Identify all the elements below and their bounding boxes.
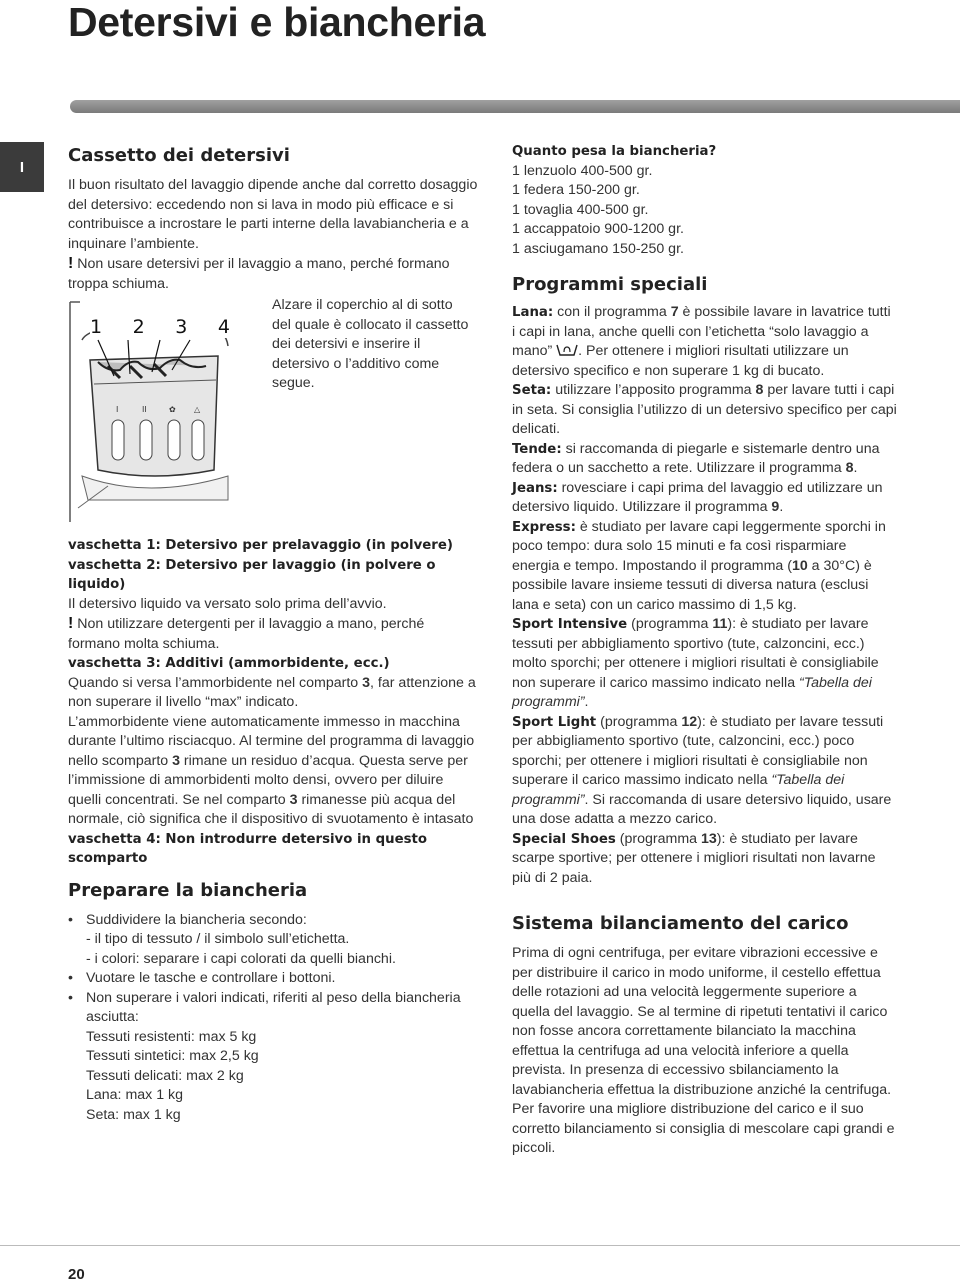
bilanciamento-text: Prima di ogni centrifuga, per evitare vibrazioni eccessive e per distribuire il carico in modo uniforme, il cestello effettua delle rotazioni ad una velocità leggermente superiore a quella del lavaggio. Se al termine di ripetuti tentativi il carico non fosse ancora correttamente bilanciato la macchina effettua la centrifuga ad una velocità inferiore a quella prevista. In presenza di eccessivo sbilanciamento la lavabiancheria effettua la distribuzione anziché la centrifuga. Per favorire una migliore distribuzione del carico e il suo corretto bilanciamento si consiglia di mescolare capi grandi e piccoli.	[512, 945, 895, 1156]
preparare-list-2	[68, 969, 478, 1028]
text-run: . Per ottenere i migliori risultati utilizzare un detersivo specifico e non superare 1 kg di bucato.	[512, 343, 849, 379]
list-item-text: Suddividere la biancheria secondo:	[86, 911, 307, 928]
svg-text:II: II	[142, 405, 147, 414]
figure-row	[68, 297, 478, 522]
text-run: rimanesse più acqua del normale, ciò significa che il dispositivo di svuotamento è intasato	[68, 791, 474, 827]
right-column	[512, 142, 897, 1159]
limit-item: Seta: max 1 kg	[86, 1106, 181, 1123]
list-item-text: Vuotare le tasche e controllare i bottoni.	[86, 970, 336, 986]
table-reference: “Tabella dei programmi”	[512, 674, 872, 710]
preparare-list	[68, 911, 478, 931]
peso-item: 1 accappatoio 900-1200 gr.	[512, 221, 684, 237]
peso-item: 1 federa 150-200 gr.	[512, 182, 640, 198]
vaschetta-1: vaschetta 1: Detersivo per prelavaggio (in polvere)	[68, 538, 453, 553]
list-item	[68, 969, 478, 989]
program-number: 13	[700, 830, 717, 847]
vaschetta-2-note: Il detersivo liquido va versato solo prima dell’avvio.	[68, 595, 387, 612]
text-run: L’ammorbidente viene automaticamente immesso in macchina durante l’ultimo risciacquo. Al termine del programma di lavaggio nello scomparto	[68, 713, 475, 769]
program-number: 11	[712, 616, 728, 632]
text-run: (programma	[615, 830, 701, 847]
compartment-ref: 3	[289, 791, 298, 808]
program-number: 8	[755, 382, 764, 398]
svg-text:I: I	[116, 405, 119, 414]
list-item	[68, 911, 478, 931]
text-run: , far attenzione a non superare il livello “max” indicato.	[68, 674, 476, 710]
program-number: 10	[791, 557, 808, 574]
peso-item: 1 lenzuolo 400-500 gr.	[512, 162, 653, 179]
limit-item: Tessuti delicati: max 2 kg	[86, 1067, 244, 1084]
text-run: rimane un residuo d’acqua. Questa serve per l’immissione di ammorbidenti molto densi, ovvero per diluire quelli concentrati. Se nel comparto	[68, 752, 468, 808]
limit-item: Tessuti sintetici: max 2,5 kg	[86, 1048, 259, 1064]
page-number: 20	[68, 1266, 85, 1283]
text-run: ): è studiato per lavare tessuti per abbigliamento sportivo (tute, calzoncini, ecc.) poco sporchi; per ottenere i migliori risultati è consigliabile non superare il carico massimo indicato nella	[512, 713, 884, 788]
compartment-ref: 3	[362, 674, 371, 691]
bilanciamento-heading: Sistema bilanciamento del carico	[512, 913, 849, 934]
page-title: Detersivi e biancheria	[68, 0, 486, 45]
vaschetta-3-p2	[68, 713, 478, 830]
warning-text: Non usare detersivi per il lavaggio a mano, perché formano troppa schiuma.	[68, 256, 450, 292]
warning-mark: !	[68, 255, 74, 272]
hand-wash-icon	[556, 343, 578, 357]
vaschetta-4: vaschetta 4: Non introdurre detersivo in questo scomparto	[68, 831, 428, 866]
text-run: si raccomanda di piegarle e sistemarle dentro una federa o un sacchetto a rete. Utilizzare il programma	[512, 440, 880, 476]
sub-item: - i colori: separare i capi colorati da quelli bianchi.	[86, 950, 396, 967]
vaschetta-3-p1	[68, 674, 478, 713]
program-number: 8	[845, 460, 854, 476]
program-label: Seta:	[512, 383, 552, 398]
warning-2-text: Non utilizzare detergenti per il lavaggio a mano, perché formano molta schiuma.	[68, 616, 425, 652]
list-item	[68, 989, 478, 1028]
vaschetta-2: vaschetta 2: Detersivo per lavaggio (in polvere o liquido)	[68, 557, 436, 592]
table-reference: “Tabella dei programmi”	[512, 772, 845, 808]
warning-2	[68, 614, 478, 654]
limit-item: Lana: max 1 kg	[86, 1087, 184, 1103]
program-number: 7	[670, 304, 679, 320]
programma-sport-intensive	[512, 615, 897, 713]
left-column	[68, 142, 478, 1125]
text-run: è possibile lavare in lavatrice tutti i capi in lana, anche quelli con l’etichetta “solo lavaggio a mano”	[512, 304, 891, 359]
text-run: (programma	[627, 616, 713, 632]
program-label: Special Shoes	[512, 831, 616, 847]
program-number: 12	[681, 713, 698, 730]
text-run: ): è studiato per lavare tessuti per abbigliamento sportivo (tute, calzoncini, ecc.) molto sporchi; per ottenere i migliori risultati è consigliabile non superare il carico massimo indicato nella	[512, 616, 879, 691]
program-label: Sport Intensive	[512, 617, 628, 632]
text-run: utilizzare l’apposito programma	[551, 382, 756, 398]
program-number: 9	[771, 499, 780, 515]
program-label: Jeans:	[512, 480, 558, 496]
cassetto-intro: Il buon risultato del lavaggio dipende anche dal corretto dosaggio del detersivo: eccedendo non si lava in modo più efficace e si contribuisce a incrostare le parti interne della lavabiancheria e a inquinare l’ambiente.	[68, 177, 478, 252]
text-run: per lavare tutti i capi in seta. Si consiglia l’utilizzo di un detersivo specifico per capi delicati.	[512, 382, 897, 437]
programma-tende	[512, 440, 897, 479]
program-label: Lana:	[512, 305, 554, 320]
text-run: è studiato per lavare capi leggermente sporchi in poco tempo: dura solo 15 minuti e fa così risparmiare energia e tempo. Impostando il programma (	[512, 518, 886, 574]
text-run: (programma	[596, 713, 682, 730]
program-label: Sport Light	[512, 714, 597, 730]
peso-item: 1 tovaglia 400-500 gr.	[512, 201, 649, 218]
programma-special-shoes	[512, 830, 897, 889]
programma-sport-light	[512, 713, 897, 830]
language-tab: I	[0, 142, 44, 192]
compartment-number-4: 4	[217, 316, 230, 338]
compartment-ref: 3	[172, 752, 180, 769]
text-run: Quando si versa l’ammorbidente nel comparto	[68, 674, 363, 691]
warning-2-mark: !	[68, 615, 74, 632]
vaschetta-3: vaschetta 3: Additivi (ammorbidente, ecc.)	[68, 656, 390, 671]
sub-item: - il tipo di tessuto / il simbolo sull’etichetta.	[86, 931, 350, 947]
programma-lana	[512, 303, 897, 381]
cassetto-warning	[68, 254, 478, 294]
programmi-heading: Programmi speciali	[512, 274, 708, 295]
text-run: con il programma	[553, 304, 671, 320]
list-item-text: Non superare i valori indicati, riferiti al peso della biancheria asciutta:	[86, 989, 461, 1025]
figure-caption: Alzare il coperchio al di sotto del quale è collocato il cassetto dei detersivi e inserire il detersivo o l’additivo come segue.	[272, 297, 469, 391]
svg-text:✿: ✿	[169, 405, 176, 414]
compartment-number-1: 1	[90, 316, 103, 338]
footer-rule	[0, 1245, 960, 1246]
compartment-number-3: 3	[175, 316, 188, 338]
svg-text:△: △	[194, 405, 201, 414]
peso-heading: Quanto pesa la biancheria?	[512, 144, 717, 159]
header-rule	[70, 100, 960, 113]
program-label: Tende:	[512, 441, 562, 457]
text-run: .	[853, 460, 858, 476]
limit-item: Tessuti resistenti: max 5 kg	[86, 1028, 257, 1045]
compartment-numbers	[90, 316, 230, 338]
peso-item: 1 asciugamano 150-250 gr.	[512, 240, 684, 257]
text-run: ): è studiato per lavare scarpe sportive; per ottenere i migliori risultati non lavarne più di 2 paia.	[512, 830, 876, 886]
program-label: Express:	[512, 519, 576, 535]
preparare-heading: Preparare la biancheria	[68, 879, 308, 901]
text-run: . Si raccomanda di usare detersivo liquido, usare una dose adatta a mezzo carico.	[512, 791, 892, 827]
text-run: .	[779, 499, 784, 515]
cassetto-heading: Cassetto dei detersivi	[68, 145, 290, 166]
programma-express	[512, 518, 897, 616]
programma-jeans	[512, 479, 897, 518]
text-run: a 30°C) è possibile lavare insieme tessuti di diversa natura (esclusi lana e seta) con un carico massimo di 1,5 kg.	[512, 557, 872, 613]
text-run: rovesciare i capi prima del lavaggio ed utilizzare un detersivo liquido. Utilizzare il programma	[512, 479, 883, 515]
compartment-number-2: 2	[132, 316, 145, 338]
programma-seta	[512, 381, 897, 440]
text-run: .	[584, 694, 589, 710]
